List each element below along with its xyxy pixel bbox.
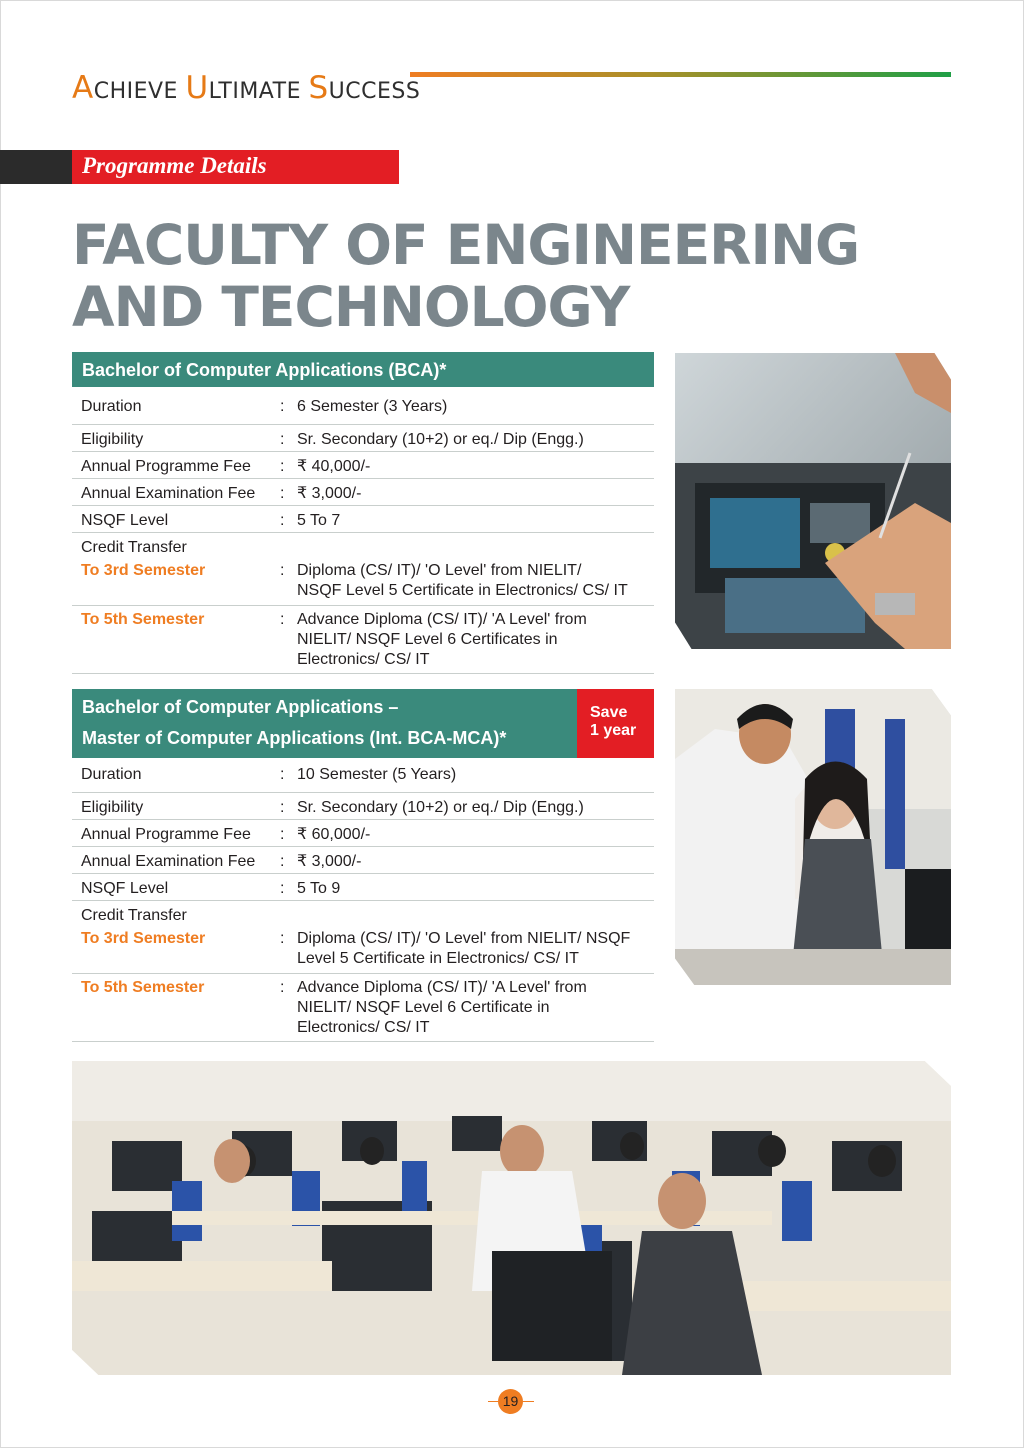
program-bca-mca-title-line-1: Bachelor of Computer Applications – — [82, 697, 399, 717]
badge-line: 1 year — [590, 722, 637, 739]
row-separator: : — [280, 792, 297, 819]
table-row — [72, 606, 654, 674]
row-separator: : — [280, 478, 297, 505]
section-tag-dark-block — [0, 150, 72, 184]
header-gradient-rule — [410, 72, 951, 77]
table-row — [72, 927, 654, 974]
table-row — [72, 900, 654, 927]
table-row — [72, 873, 654, 900]
brand-cap-1: A — [72, 70, 94, 106]
row-label: Duration — [72, 397, 280, 424]
credit-row-value — [297, 974, 654, 1042]
brand-cap-3: S — [308, 70, 329, 106]
credit-row-label: To 5th Semester — [72, 606, 280, 674]
row-separator: : — [280, 505, 297, 532]
badge-line: Save — [590, 704, 628, 721]
program-bca — [72, 352, 654, 674]
program-bca-mca-table — [72, 765, 654, 1042]
credit-row-value-line: NSQF Level 5 Certificate in Electronics/ CS/ IT — [297, 582, 628, 599]
row-separator: : — [280, 424, 297, 451]
table-row — [72, 505, 654, 532]
brand-rest-1: CHIEVE — [93, 79, 186, 104]
row-separator: : — [280, 846, 297, 873]
photo-instructor-student — [675, 689, 951, 985]
row-value: 6 Semester (3 Years) — [297, 397, 654, 424]
row-label: NSQF Level — [72, 505, 280, 532]
row-label: Duration — [72, 765, 280, 792]
table-row — [72, 974, 654, 1042]
table-row — [72, 532, 654, 559]
program-bca-table — [72, 397, 654, 674]
credit-row-value-line: Level 5 Certificate in Electronics/ CS/ IT — [297, 950, 579, 967]
table-row — [72, 765, 654, 792]
program-bca-title: Bachelor of Computer Applications (BCA)* — [82, 360, 447, 380]
credit-row-value-line: Advance Diploma (CS/ IT)/ 'A Level' from — [297, 979, 587, 996]
row-value: ₹ 60,000/- — [297, 819, 654, 846]
row-label: NSQF Level — [72, 873, 280, 900]
page-number: 19 — [498, 1389, 523, 1414]
brand-rest-2: LTIMATE — [208, 79, 309, 104]
brand-rest-3: UCCESS — [328, 79, 421, 104]
row-label: Eligibility — [72, 792, 280, 819]
credit-row-value — [297, 606, 654, 674]
credit-row-label: To 3rd Semester — [72, 559, 280, 606]
row-value: ₹ 3,000/- — [297, 478, 654, 505]
credit-row-value-line: Advance Diploma (CS/ IT)/ 'A Level' from — [297, 611, 587, 628]
credit-row-label: To 5th Semester — [72, 974, 280, 1042]
row-label: Annual Programme Fee — [72, 451, 280, 478]
credit-row-value — [297, 559, 654, 606]
row-separator: : — [280, 819, 297, 846]
program-bca-mca-title-line-2: Master of Computer Applications (Int. BCA-MCA)* — [82, 728, 507, 748]
program-bca-mca — [72, 689, 654, 1042]
table-row — [72, 846, 654, 873]
row-label: Annual Programme Fee — [72, 819, 280, 846]
page-number-rule-left — [488, 1401, 498, 1402]
credit-row-label: To 3rd Semester — [72, 927, 280, 974]
computer-lab-illustration — [72, 1061, 951, 1375]
table-row — [72, 792, 654, 819]
table-row — [72, 559, 654, 606]
row-separator: : — [280, 451, 297, 478]
row-value: Sr. Secondary (10+2) or eq./ Dip (Engg.) — [297, 792, 654, 819]
row-separator: : — [280, 765, 297, 792]
page-title — [72, 214, 952, 338]
section-tag-label: Programme Details — [82, 153, 267, 178]
row-label: Annual Examination Fee — [72, 478, 280, 505]
table-row — [72, 451, 654, 478]
program-bca-heading — [72, 352, 654, 387]
save-one-year-badge — [577, 689, 654, 758]
table-row — [72, 424, 654, 451]
row-value: ₹ 3,000/- — [297, 846, 654, 873]
row-separator: : — [280, 873, 297, 900]
photo-laptop-repair — [675, 353, 951, 649]
row-separator: : — [280, 974, 297, 1042]
page-title-line-2: AND TECHNOLOGY — [72, 275, 630, 339]
row-value: 10 Semester (5 Years) — [297, 765, 654, 792]
photo-computer-lab — [72, 1061, 951, 1375]
row-separator: : — [280, 559, 297, 606]
laptop-repair-illustration — [675, 353, 951, 649]
row-value: 5 To 7 — [297, 505, 654, 532]
credit-transfer-label: Credit Transfer — [81, 538, 187, 556]
page-number-rule-right — [523, 1401, 534, 1402]
program-bca-mca-heading — [72, 689, 654, 758]
row-value: ₹ 40,000/- — [297, 451, 654, 478]
credit-row-value-line: Diploma (CS/ IT)/ 'O Level' from NIELIT/ — [297, 562, 582, 579]
row-label: Annual Examination Fee — [72, 846, 280, 873]
credit-row-value-line: NIELIT/ NSQF Level 6 Certificate in — [297, 999, 550, 1016]
credit-row-value-line: Diploma (CS/ IT)/ 'O Level' from NIELIT/ NSQF — [297, 930, 631, 947]
table-row — [72, 397, 654, 424]
brand-cap-2: U — [185, 70, 209, 106]
table-row — [72, 819, 654, 846]
instructor-student-illustration — [675, 689, 951, 985]
row-value: Sr. Secondary (10+2) or eq./ Dip (Engg.) — [297, 424, 654, 451]
row-separator: : — [280, 606, 297, 674]
credit-row-value-line: Electronics/ CS/ IT — [297, 651, 430, 668]
credit-row-value-line: NIELIT/ NSQF Level 6 Certificates in — [297, 631, 558, 648]
brand-tagline — [72, 70, 420, 106]
page-title-line-1: FACULTY OF ENGINEERING — [72, 213, 860, 277]
credit-row-value-line: Electronics/ CS/ IT — [297, 1019, 430, 1036]
row-separator: : — [280, 927, 297, 974]
row-separator: : — [280, 397, 297, 424]
credit-transfer-label: Credit Transfer — [81, 906, 187, 924]
credit-row-value — [297, 927, 654, 974]
table-row — [72, 478, 654, 505]
row-value: 5 To 9 — [297, 873, 654, 900]
row-label: Eligibility — [72, 424, 280, 451]
